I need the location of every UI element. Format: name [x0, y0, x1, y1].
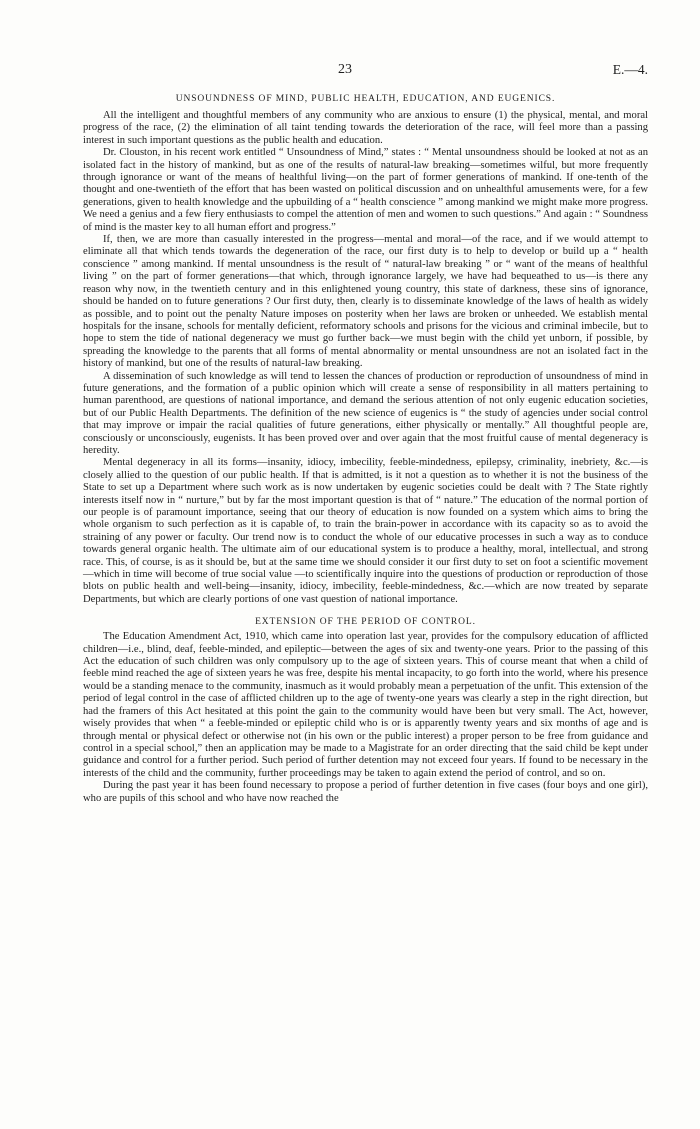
- paragraph: During the past year it has been found necessary to propose a period of further detention in five cases (four boys and one girl), who are pupils of this school and who have now reached the: [83, 780, 648, 804]
- page-header: [0, 62, 700, 82]
- document-reference: E.—4.: [612, 62, 648, 77]
- section-heading-extension: EXTENSION OF THE PERIOD OF CONTROL.: [255, 617, 476, 628]
- paragraph: If, then, we are more than casually interested in the progress—mental and moral—of the race, and if we would attempt to eliminate all that which tends towards the degeneration of the race, our first duty is to help to develop or build up a “ health conscience ” among mankind. If mental unsoundness is the result of “ natural-law breaking ” or “ want of the means of healthful living ” on the part of former generations—that which, through ignorance largely, we have had bequeathed to us—is there any reason why now, in the twentieth century and in this enlightened young country, this state of darkness, these sins of ignorance, should be handed on to future generations ? Our first duty, then, clearly is to disseminate knowledge of the laws of health as widely as possible, and to point out the penalty Nature imposes on posterity when her laws are broken or unheeded. We establish mental hospitals for the insane, schools for mentally deficient, reformatory schools and prisons for the vicious and criminal imbecile, but to hope to stem the tide of national degeneracy we must go further back—we must begin with the child yet unborn, if possible, by spreading the knowledge to the parents that all forms of mental abnormality or mental unsoundness are not an isolated fact in the history of mankind, but one of the results of natural-law breaking.: [83, 234, 648, 370]
- paragraph: All the intelligent and thoughtful members of any community who are anxious to ensure (1) the physical, mental, and moral progress of the race, (2) the elimination of all taint tending towards the deterioration of the race, will feel more than a passing interest in such important questions as the public health and education.: [83, 110, 648, 146]
- paragraph: Mental degeneracy in all its forms—insanity, idiocy, imbecility, feeble-mindedness, epilepsy, criminality, inebriety, &c.—is closely allied to the question of our public health. If that is admitted, is it not a question as to whether it is not the business of the State to set up a Department where such work as is now undertaken by eugenic societies could be dealt with ? The State rightly interests itself now in “ nurture,” but by far the most important question is that of “ nature.” The education of the normal portion of our people is of paramount importance, seeing that our theory of education is now founded on a system which aims to bring the whole organism to such perfection as it is capable of, to train the brain-power in accordance with its capacity so as to avoid the straining of any power or faculty. Our trend now is to conduct the whole of our educative processes in such a way as to conduce towards general organic health. The ultimate aim of our educational system is to produce a healthy, moral, intellectual, and strong race. This, of course, is as it should be, but at the same time we should consider it our first duty to set on foot a scientific movement—which in time will become of true social value —to scientifically inquire into the questions of production or reproduction of those blots on public health and well-being—insanity, idiocy, imbecility, feeble-mindedness, &c.—which are now treated by separate Departments, but which are clearly portions of one vast question of national importance.: [83, 457, 648, 605]
- section-heading-unsoundness: UNSOUNDNESS OF MIND, PUBLIC HEALTH, EDUCATION, AND EUGENICS.: [175, 94, 556, 104]
- page-body: [83, 94, 648, 805]
- paragraph: Dr. Clouston, in his recent work entitled “ Unsoundness of Mind,” states : “ Mental unsoundness should be looked at not as an isolated fact in the history of mankind, but as one of the results of natural-law breaking—sometimes wilful, but more frequently through ignorance or want of the means of healthful living—on the part of former generations of mankind. If one-tenth of the thought and one-twentieth of the effort that has been wasted on political discussion and on unhealthful amusements were, for a few generations, given to health knowledge and the upbuilding of a “ health conscience ” among mankind we might make more progress. We need a genius and a few fiery enthusiasts to compel the attention of men and women to such questions.” And again : “ Soundness of mind is the master key to all human effort and progress.”: [83, 147, 648, 233]
- paragraph: The Education Amendment Act, 1910, which came into operation last year, provides for the compulsory education of afflicted children—i.e., blind, deaf, feeble-minded, and epileptic—between the ages of six and twenty-one years. Prior to the passing of this Act the education of such children was only compulsory up to the age of sixteen years. This of course meant that when a child of feeble mind reached the age of sixteen years he was free, despite his mental incapacity, to go forth into the world, where his presence would be a standing menace to the community, inasmuch as it would probably mean a perpetuation of the unfit. This extension of the period of legal control in the case of afflicted children up to the age of twenty-one years was clearly a step in the right direction, but had the framers of this Act hesitated at this point the gain to the community would have been but very small. The Act, however, wisely provides that when “ a feeble-minded or epileptic child who is or is apparently twenty years and six months of age and is through mental or physical defect or otherwise not (in his own or the public interest) a proper person to be free from guidance and control in a special school,” then an application may be made to a Magistrate for an order directing that the said child be kept under guidance and control for a further period. Such period of further detention may not exceed four years. If found to be necessary in the interests of the child and the community, further proceedings may be taken to again extend the period of control, and so on.: [83, 631, 648, 779]
- page-number: 23: [338, 62, 352, 77]
- paragraph: A dissemination of such knowledge as will tend to lessen the chances of production or reproduction of unsoundness of mind in future generations, and the formation of a public opinion which will create a sense of responsibility in all matters pertaining to human parenthood, are questions of national importance, and demand the serious attention of not only eugenic education societies, but of our Public Health Departments. The definition of the new science of eugenics is “ the study of agencies under social control that may improve or impair the racial qualities of future generations, either physically or mentally.” All thoughtful people are, consciously or unconsciously, eugenists. It has been proved over and over again that the most fruitful cause of mental degeneracy is heredity.: [83, 370, 648, 456]
